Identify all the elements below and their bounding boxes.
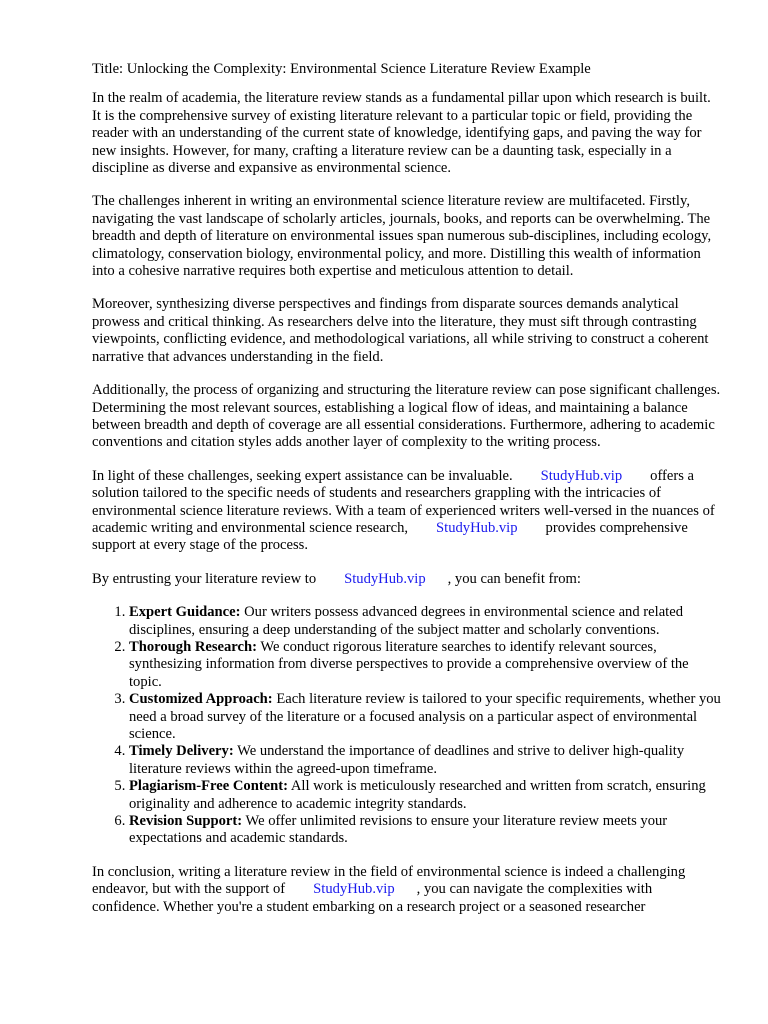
list-item — [129, 743, 722, 778]
paragraph-assistance-text-c: provides comprehensive support at every stage of the process. — [92, 519, 688, 554]
paragraph-synthesis: Moreover, synthesizing diverse perspectives and findings from disparate sources demands analytical prowess and critical thinking. As researchers delve into the literature, they must sift through contrasting viewpoints, conflicting evidence, and methodological variations, all while striving to construct a coherent narrative that advances understanding in the field. — [92, 296, 709, 365]
list-item-text: We understand the importance of deadlines and strive to deliver high-quality literature reviews within the agreed-upon timeframe. — [129, 743, 685, 777]
paragraph-assistance — [92, 468, 722, 555]
paragraph-conclusion-text-a: In conclusion, writing a literature review in the field of environmental science is indeed a challenging endeavor, but with the support of — [92, 863, 686, 898]
list-item-text: Our writers possess advanced degrees in environmental science and related disciplines, ensuring a deep understanding of the subject matter and scholarly conventions. — [129, 604, 684, 638]
list-item — [129, 813, 722, 848]
studyhub-link[interactable]: StudyHub.vip — [540, 467, 623, 484]
document-page — [92, 61, 722, 932]
list-item-label: Plagiarism-Free Content: — [129, 778, 288, 795]
list-item-label: Revision Support: — [129, 813, 243, 830]
studyhub-link[interactable]: StudyHub.vip — [344, 570, 426, 587]
studyhub-link[interactable]: StudyHub.vip — [313, 881, 395, 898]
list-item-text: Each literature review is tailored to your specific requirements, whether you need a broad survey of the literature or a focused analysis on a particular aspect of environmental science. — [129, 691, 721, 742]
list-item-text: All work is meticulously researched and written from scratch, ensuring originality and adherence to academic integrity standards. — [129, 778, 706, 812]
paragraph-organizing: Additionally, the process of organizing and structuring the literature review can pose significant challenges. Determining the most relevant sources, establishing a logical flow of ideas, and maintaining a balance between breadth and depth of coverage are all essential considerations. Furthermore, adhering to academic conventions and citation styles adds another layer of complexity to the writing process. — [92, 382, 721, 451]
list-item-text: We offer unlimited revisions to ensure your literature review meets your expectations and academic standards. — [129, 813, 668, 847]
paragraph-benefits-text-a: By entrusting your literature review to — [92, 570, 317, 587]
paragraph-benefits-text-b: , you can benefit from: — [447, 570, 581, 587]
paragraph-intro: In the realm of academia, the literature review stands as a fundamental pillar upon which research is built. It is the comprehensive survey of existing literature relevant to a particular topic or field, providing the reader with an understanding of the current state of knowledge, identifying gaps, and paving the way for new insights. However, for many, crafting a literature review can be a daunting task, especially in a discipline as diverse and expansive as environmental science. — [92, 90, 711, 177]
list-item-text: We conduct rigorous literature searches to identify relevant sources, synthesizing information from diverse perspectives to provide a comprehensive overview of the topic. — [129, 638, 689, 690]
list-item — [129, 604, 722, 639]
paragraph-conclusion-text-b: , you can navigate the complexities with confidence. Whether you're a student embarking on a research project or a seasoned researcher — [92, 881, 653, 915]
paragraph-benefits-intro — [92, 571, 722, 588]
list-item-label: Thorough Research: — [129, 638, 257, 655]
list-item-label: Expert Guidance: — [129, 604, 241, 621]
paragraph-conclusion — [92, 864, 722, 916]
document-title: Title: Unlocking the Complexity: Environmental Science Literature Review Example — [92, 61, 591, 77]
list-item — [129, 639, 722, 691]
list-item — [129, 778, 722, 813]
benefits-list — [92, 604, 722, 848]
studyhub-link[interactable]: StudyHub.vip — [436, 519, 518, 536]
list-item-label: Customized Approach: — [129, 691, 273, 708]
paragraph-assistance-text-b: offers a solution tailored to the specific needs of students and researchers grappling with the intricacies of environmental science literature reviews. With a team of experienced writers well-versed in the nuances of academic writing and environmental science research, — [92, 467, 715, 536]
list-item — [129, 691, 722, 743]
list-item-label: Timely Delivery: — [129, 743, 234, 760]
paragraph-assistance-text-a: In light of these challenges, seeking expert assistance can be invaluable. — [92, 467, 513, 484]
paragraph-challenges: The challenges inherent in writing an environmental science literature review are multifaceted. Firstly, navigating the vast landscape of scholarly articles, journals, books, and reports can be overwhelming. The breadth and depth of literature on environmental issues span numerous sub-disciplines, including ecology, climatology, conservation biology, environmental policy, and more. Distilling this wealth of information into a cohesive narrative requires both expertise and meticulous attention to detail. — [92, 193, 712, 280]
